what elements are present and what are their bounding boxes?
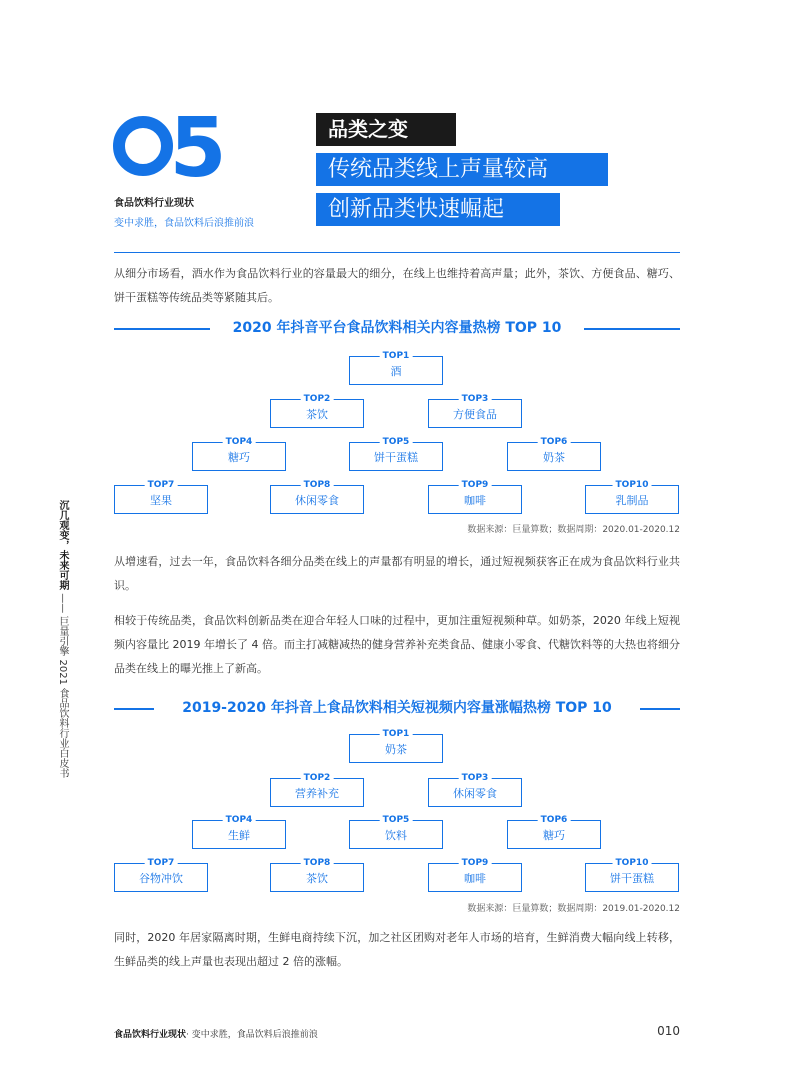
- chart1-rank-7: [114, 480, 208, 514]
- rank-label: TOP5: [380, 813, 413, 827]
- heading-innovative: 创新品类快速崛起: [316, 193, 560, 226]
- heading-traditional: 传统品类线上声量较高: [316, 153, 608, 186]
- chart1-title-text: 2020 年抖音平台食品饮料相关内容量热榜 TOP 10: [232, 320, 562, 336]
- rank-value: 酒: [390, 365, 402, 378]
- chart1-rank-10: [585, 480, 679, 514]
- rank-label: TOP6: [538, 813, 571, 827]
- rank-label: TOP4: [223, 435, 256, 449]
- page-number: 010: [657, 1024, 680, 1038]
- rank-label: TOP3: [459, 771, 492, 785]
- rank-label: TOP8: [301, 856, 334, 870]
- rank-value: 生鲜: [228, 829, 250, 842]
- side-caption-rest: 巨量引擎 2021 食品饮料行业白皮书: [57, 616, 68, 779]
- rank-label: TOP2: [301, 392, 334, 406]
- heading-category-change: 品类之变: [316, 113, 456, 146]
- chart2-rank-7: [114, 858, 208, 892]
- chart1-rank-6: [507, 437, 601, 471]
- rank-value: 奶茶: [543, 451, 565, 464]
- rank-value: 咖啡: [464, 872, 486, 885]
- chart2-source: 数据来源：巨量算数；数据周期：2019.01-2020.12: [467, 904, 680, 914]
- rank-value: 方便食品: [453, 408, 497, 421]
- rank-value: 饼干蛋糕: [374, 451, 418, 464]
- chapter-title: 食品饮料行业现状: [114, 198, 194, 209]
- chart2-title-text: 2019-2020 年抖音上食品饮料相关短视频内容量涨幅热榜 TOP 10: [182, 700, 612, 716]
- paragraph-2: 从增速看，过去一年，食品饮料各细分品类在线上的声量都有明显的增长，通过短视频获客正在成为食品饮料行业共识。: [114, 555, 680, 592]
- rank-value: 坚果: [150, 494, 172, 507]
- rank-value: 休闲零食: [295, 494, 339, 507]
- rank-label: TOP7: [145, 856, 178, 870]
- rank-value: 糖巧: [543, 829, 565, 842]
- chart1-rank-3: [428, 394, 522, 428]
- side-caption: [52, 500, 70, 840]
- chart2-rank-6: [507, 815, 601, 849]
- rank-value: 乳制品: [615, 494, 649, 507]
- rank-label: TOP6: [538, 435, 571, 449]
- chart2-rank-4: [192, 815, 286, 849]
- paragraph-1: 从细分市场看，酒水作为食品饮料行业的容量最大的细分，在线上也维持着高声量；此外，茶饮、方便食品、糖巧、饼干蛋糕等传统品类等紧随其后。: [114, 267, 680, 304]
- chapter-subtitle: 变中求胜，食品饮料后浪推前浪: [114, 218, 254, 229]
- rank-value: 饼干蛋糕: [610, 872, 654, 885]
- rank-label: TOP9: [459, 478, 492, 492]
- chart2-rank-8: [270, 858, 364, 892]
- chart1-rank-2: [270, 394, 364, 428]
- chart2-rank-5: [349, 815, 443, 849]
- chart1-rank-5: [349, 437, 443, 471]
- chart2-rank-1: [349, 729, 443, 763]
- rank-value: 休闲零食: [453, 787, 497, 800]
- rank-label: TOP7: [145, 478, 178, 492]
- footer-caption: [114, 1027, 318, 1040]
- rank-value: 营养补充: [295, 787, 339, 800]
- chart1-title: [114, 318, 680, 338]
- rank-label: TOP10: [613, 856, 652, 870]
- paragraph-4: 同时，2020 年居家隔离时期，生鲜电商持续下沉，加之社区团购对老年人市场的培育，生鲜消费大幅向线上转移，生鲜品类的线上声量也表现出超过 2 倍的涨幅。: [114, 931, 680, 968]
- rank-label: TOP3: [459, 392, 492, 406]
- rank-label: TOP2: [301, 771, 334, 785]
- rank-label: TOP1: [380, 727, 413, 741]
- chapter-number: [112, 112, 232, 180]
- chart2-rank-2: [270, 773, 364, 807]
- rank-value: 咖啡: [464, 494, 486, 507]
- rank-value: 糖巧: [228, 451, 250, 464]
- rank-label: TOP10: [613, 478, 652, 492]
- chart2-rank-9: [428, 858, 522, 892]
- rank-label: TOP4: [223, 813, 256, 827]
- footer-rest: · 变中求胜，食品饮料后浪推前浪: [186, 1030, 318, 1040]
- side-caption-bold: 沉几观变，未来可期: [57, 500, 68, 590]
- rank-label: TOP1: [380, 349, 413, 363]
- chart2-title: [114, 698, 680, 718]
- side-caption-dash: ——: [57, 593, 68, 614]
- chart2-rank-3: [428, 773, 522, 807]
- rank-value: 茶饮: [306, 408, 328, 421]
- rank-label: TOP5: [380, 435, 413, 449]
- paragraph-3: 相较于传统品类，食品饮料创新品类在迎合年轻人口味的过程中，更加注重短视频种草。如奶茶，2020 年线上短视频内容量比 2019 年增长了 4 倍。而主打减糖减热的健身营养补充类食品、健康小零食、代糖饮料等的大热也将细分品类在线上的曝光推上了新高。: [114, 614, 680, 675]
- chart1-source: 数据来源：巨量算数；数据周期：2020.01-2020.12: [467, 525, 680, 535]
- chart2-rank-10: [585, 858, 679, 892]
- chart1-rank-4: [192, 437, 286, 471]
- chart1-rank-1: [349, 351, 443, 385]
- rank-value: 茶饮: [306, 872, 328, 885]
- rank-value: 饮料: [385, 829, 407, 842]
- rank-label: TOP8: [301, 478, 334, 492]
- header-divider: [114, 252, 680, 253]
- chapter-number-graphic: [112, 112, 232, 180]
- chart1-rank-8: [270, 480, 364, 514]
- chapter-number-digit: 5: [169, 112, 227, 180]
- footer-bold: 食品饮料行业现状: [114, 1030, 187, 1040]
- chart1-rank-9: [428, 480, 522, 514]
- rank-value: 奶茶: [385, 743, 407, 756]
- rank-value: 谷物冲饮: [139, 872, 183, 885]
- rank-label: TOP9: [459, 856, 492, 870]
